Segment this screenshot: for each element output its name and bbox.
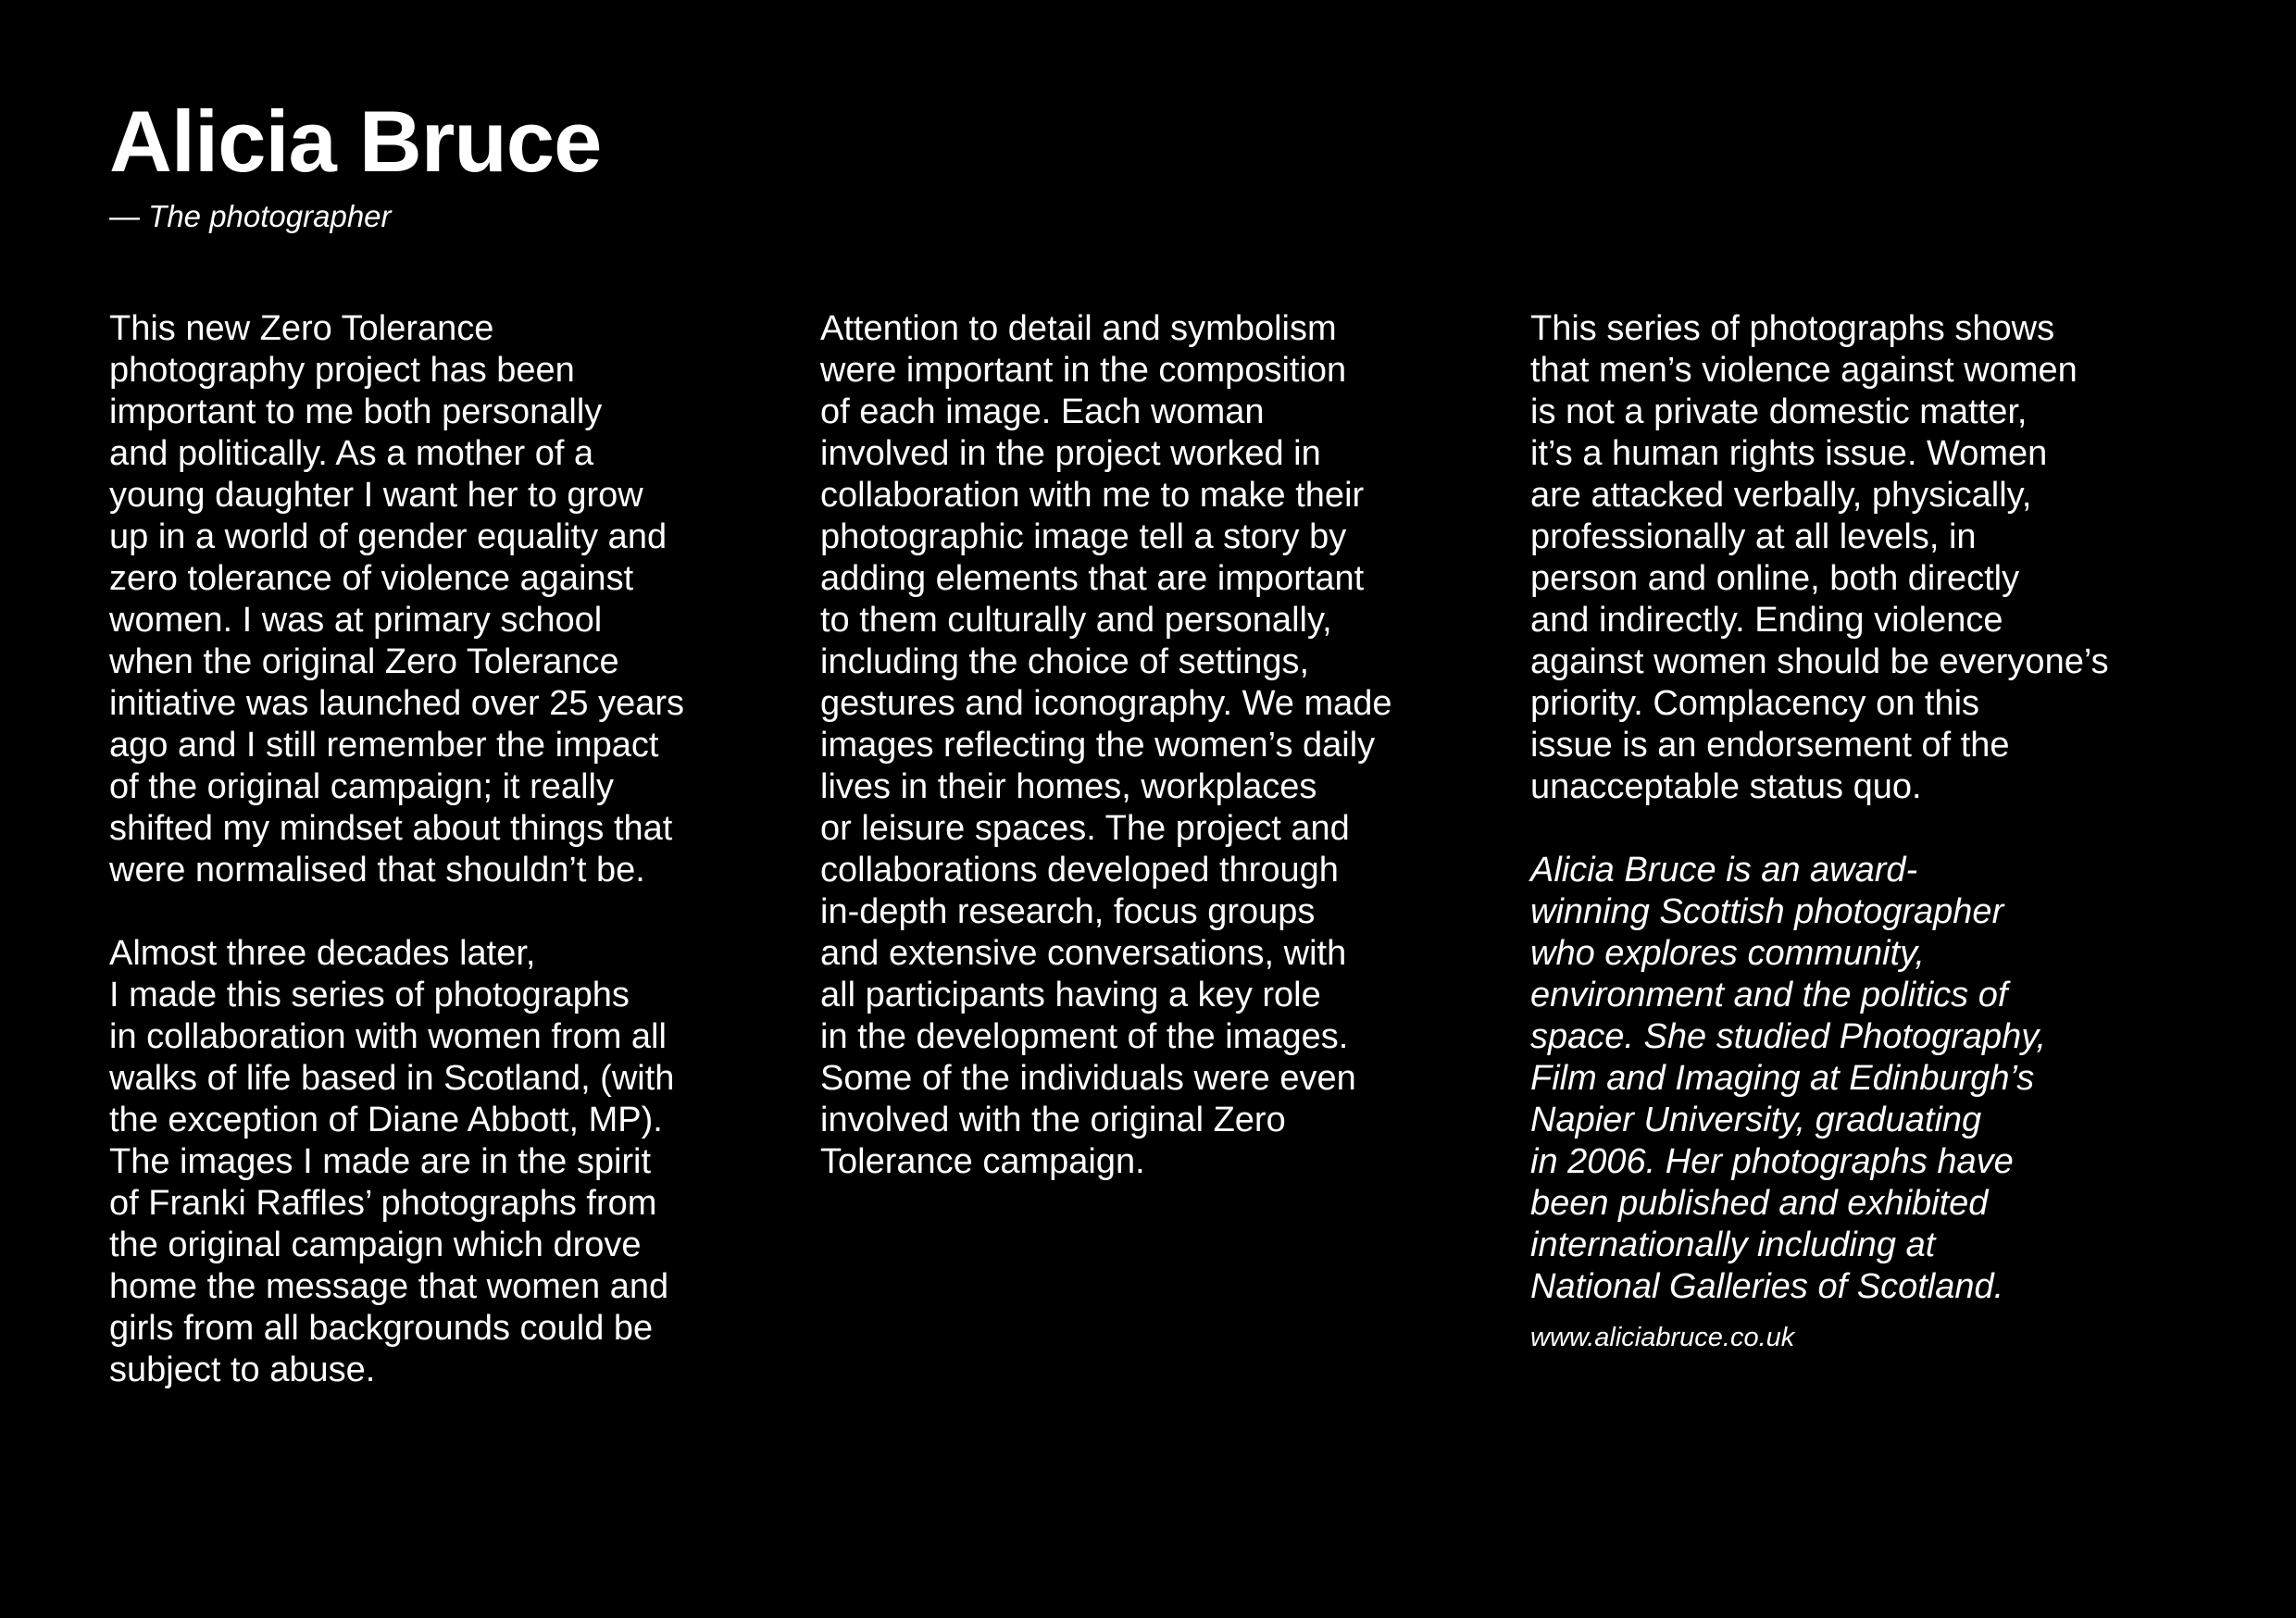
paragraph-three-decades: Almost three decades later, I made this series of photographs in collaboration with women from all walks of life based in Scotland, (with the exception of Diane Abbott, MP). The images I made are in the spirit of Franki Raffles’ photographs from the original campaign which drove home the message that women and girls from all backgrounds could be subject to abuse. (109, 934, 675, 1389)
paragraph-human-rights: This series of photographs shows that men’s violence against women is not a private domestic matter, it’s a human rights issue. Women are attacked verbally, physically, professionally at all levels, in person and online, both directly and indirectly. Ending violence against women should be everyone’s priority. Complacency on this issue is an endorsement of the unacceptable status quo. (1530, 309, 2109, 806)
text-column-1 (109, 308, 776, 1433)
page-subtitle: — The photographer (109, 199, 392, 233)
text-column-3 (1530, 308, 2197, 1396)
page-title: Alicia Bruce (109, 93, 602, 190)
text-column-2 (820, 308, 1487, 1225)
paragraph-intro: This new Zero Tolerance photography project has been important to me both personally and politically. As a mother of a young daughter I want her to grow up in a world of gender equality and zero tolerance of violence against women. I was at primary school when the original Zero Tolerance initiative was launched over 25 years ago and I still remember the impact of the original campaign; it really shifted my mindset about things that were normalised that shouldn’t be. (109, 309, 685, 890)
website-link[interactable]: www.aliciabruce.co.uk (1530, 1323, 1795, 1352)
photographer-bio: Alicia Bruce is an award- winning Scottish photographer who explores community, environment and the politics of space. She studied Photography, Film and Imaging at Edinburgh’s Napier University, graduating in 2006. Her photographs have been published and exhibited internationally including at National Galleries of Scotland. (1530, 851, 2047, 1306)
paragraph-attention-to-detail: Attention to detail and symbolism were important in the composition of each image. Each woman involved in the project worked in collaboration with me to make their photographic image tell a story by adding elements that are important to them culturally and personally, including the choice of settings, gestures and iconography. We made images reflecting the women’s daily lives in their homes, workplaces or leisure spaces. The project and collaborations developed through in-depth research, focus groups and extensive conversations, with all participants having a key role in the development of the images. Some of the individuals were even involved with the original Zero Tolerance campaign. (820, 309, 1392, 1181)
